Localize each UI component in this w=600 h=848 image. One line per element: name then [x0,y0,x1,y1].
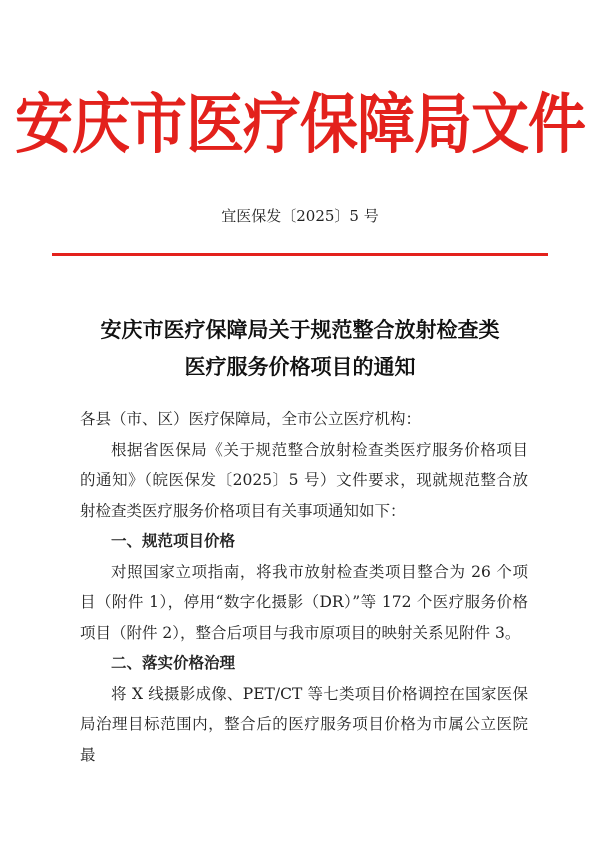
intro-paragraph: 根据省医保局《关于规范整合放射检查类医疗服务价格项目的通知》（皖医保发〔2025〕5 号）文件要求，现就规范整合放射检查类医疗服务价格项目有关事项通知如下： [80,440,528,520]
notice-title-line-1: 安庆市医疗保障局关于规范整合放射检查类 [100,317,500,342]
section-1-paragraph: 对照国家立项指南，将我市放射检查类项目整合为 26 个项目（附件 1），停用“数字化摄影（DR）”等 172 个医疗服务价格项目（附件 2），整合后项目与我市原项目的映射关系见附件 3。 [80,562,528,642]
red-divider-line [52,253,548,256]
document-number: 宜医保发〔2025〕5 号 [221,207,379,225]
section-2-paragraph: 将 X 线摄影成像、PET/CT 等七类项目价格调控在国家医保局治理目标范围内，整合后的医疗服务项目价格为市属公立医院最 [80,684,528,764]
masthead-title: 安庆市医疗保障局文件 [14,85,585,163]
notice-title-line-2: 医疗服务价格项目的通知 [184,354,416,379]
section-1-heading: 一、规范项目价格 [111,532,236,550]
notice-title [0,311,600,385]
salutation: 各县（市、区）医疗保障局，全市公立医疗机构： [80,410,422,428]
notice-body [80,404,528,770]
section-2-heading: 二、落实价格治理 [111,654,236,672]
